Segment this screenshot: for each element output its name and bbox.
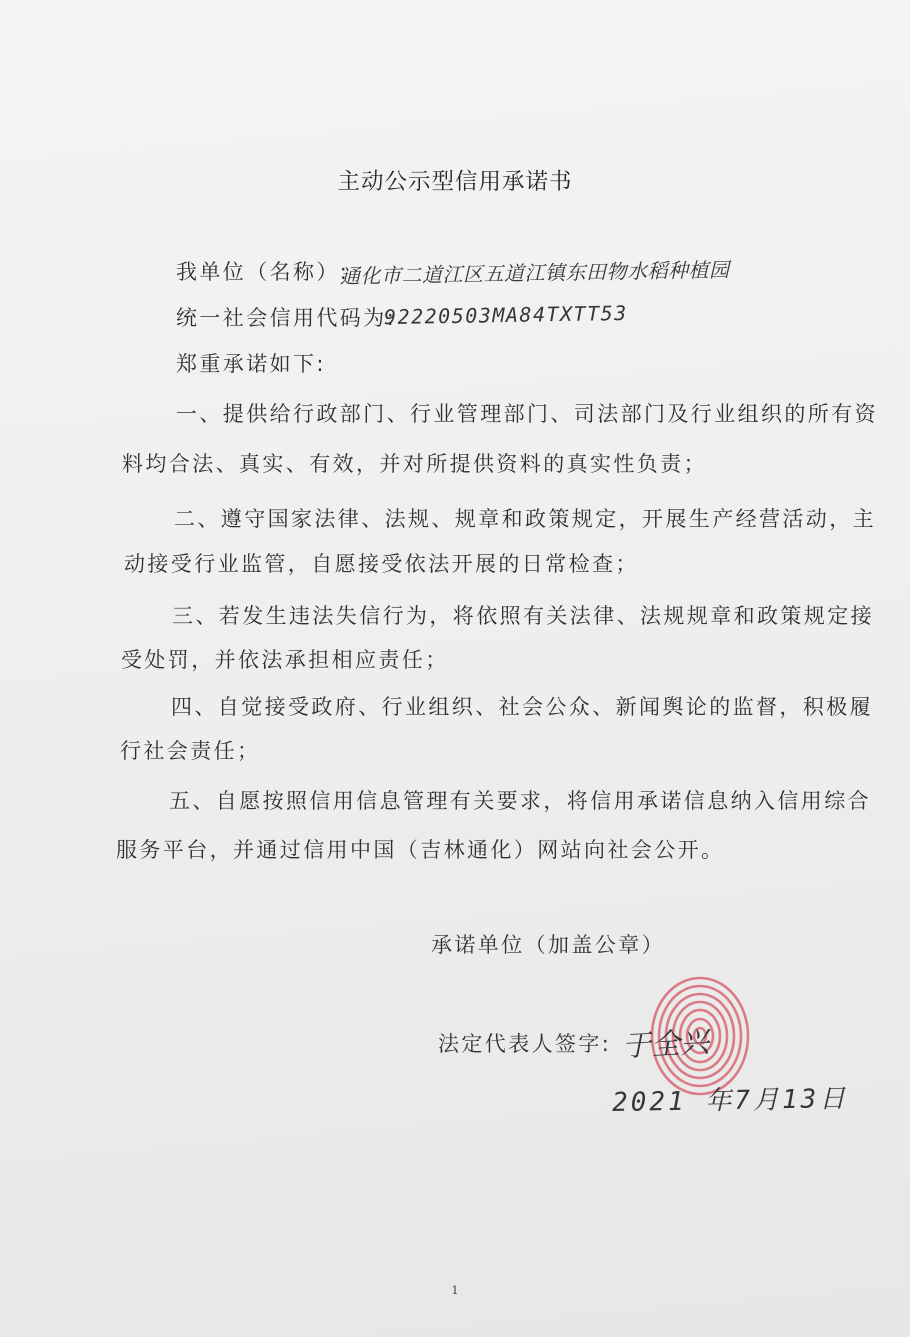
signature-handwritten: 于全兴 [621, 1024, 710, 1064]
clause-5-line-2: 服务平台，并通过信用中国（吉林通化）网站向社会公开。 [116, 838, 725, 862]
document-title: 主动公示型信用承诺书 [337, 169, 573, 195]
credit-code-label: 统一社会信用代码为: [176, 306, 397, 330]
credit-code-handwritten: 92220503MA84TXTT53 [383, 300, 628, 330]
clause-2-line-1: 二、遵守国家法律、法规、规章和政策规定，开展生产经营活动，主 [174, 507, 876, 531]
clause-1-line-2: 料均合法、真实、有效，并对所提供资料的真实性负责； [122, 452, 707, 476]
clause-1-line-1: 一、提供给行政部门、行业管理部门、司法部门及行业组织的所有资 [176, 402, 878, 426]
promise-intro: 郑重承诺如下: [176, 352, 326, 376]
seal-label: 承诺单位（加盖公章） [431, 933, 665, 957]
signature-label: 法定代表人签字: [438, 1032, 612, 1056]
clause-5-line-1: 五、自愿按照信用信息管理有关要求，将信用承诺信息纳入信用综合 [169, 789, 871, 813]
unit-name-handwritten: 通化市二道江区五道江镇东田物水稻种植园 [339, 257, 730, 289]
date-handwritten: 2021 年7月13日 [611, 1083, 849, 1119]
clause-3-line-1: 三、若发生违法失信行为，将依照有关法律、法规规章和政策规定接 [172, 604, 874, 628]
clause-3-line-2: 受处罚，并依法承担相应责任； [121, 648, 449, 672]
clause-2-line-2: 动接受行业监管，自愿接受依法开展的日常检查； [124, 552, 639, 576]
clause-4-line-2: 行社会责任； [120, 739, 261, 763]
clause-4-line-1: 四、自觉接受政府、行业组织、社会公众、新闻舆论的监督，积极履 [171, 695, 873, 719]
page-number: 1 [451, 1284, 459, 1297]
unit-label: 我单位（名称）: [176, 260, 350, 284]
